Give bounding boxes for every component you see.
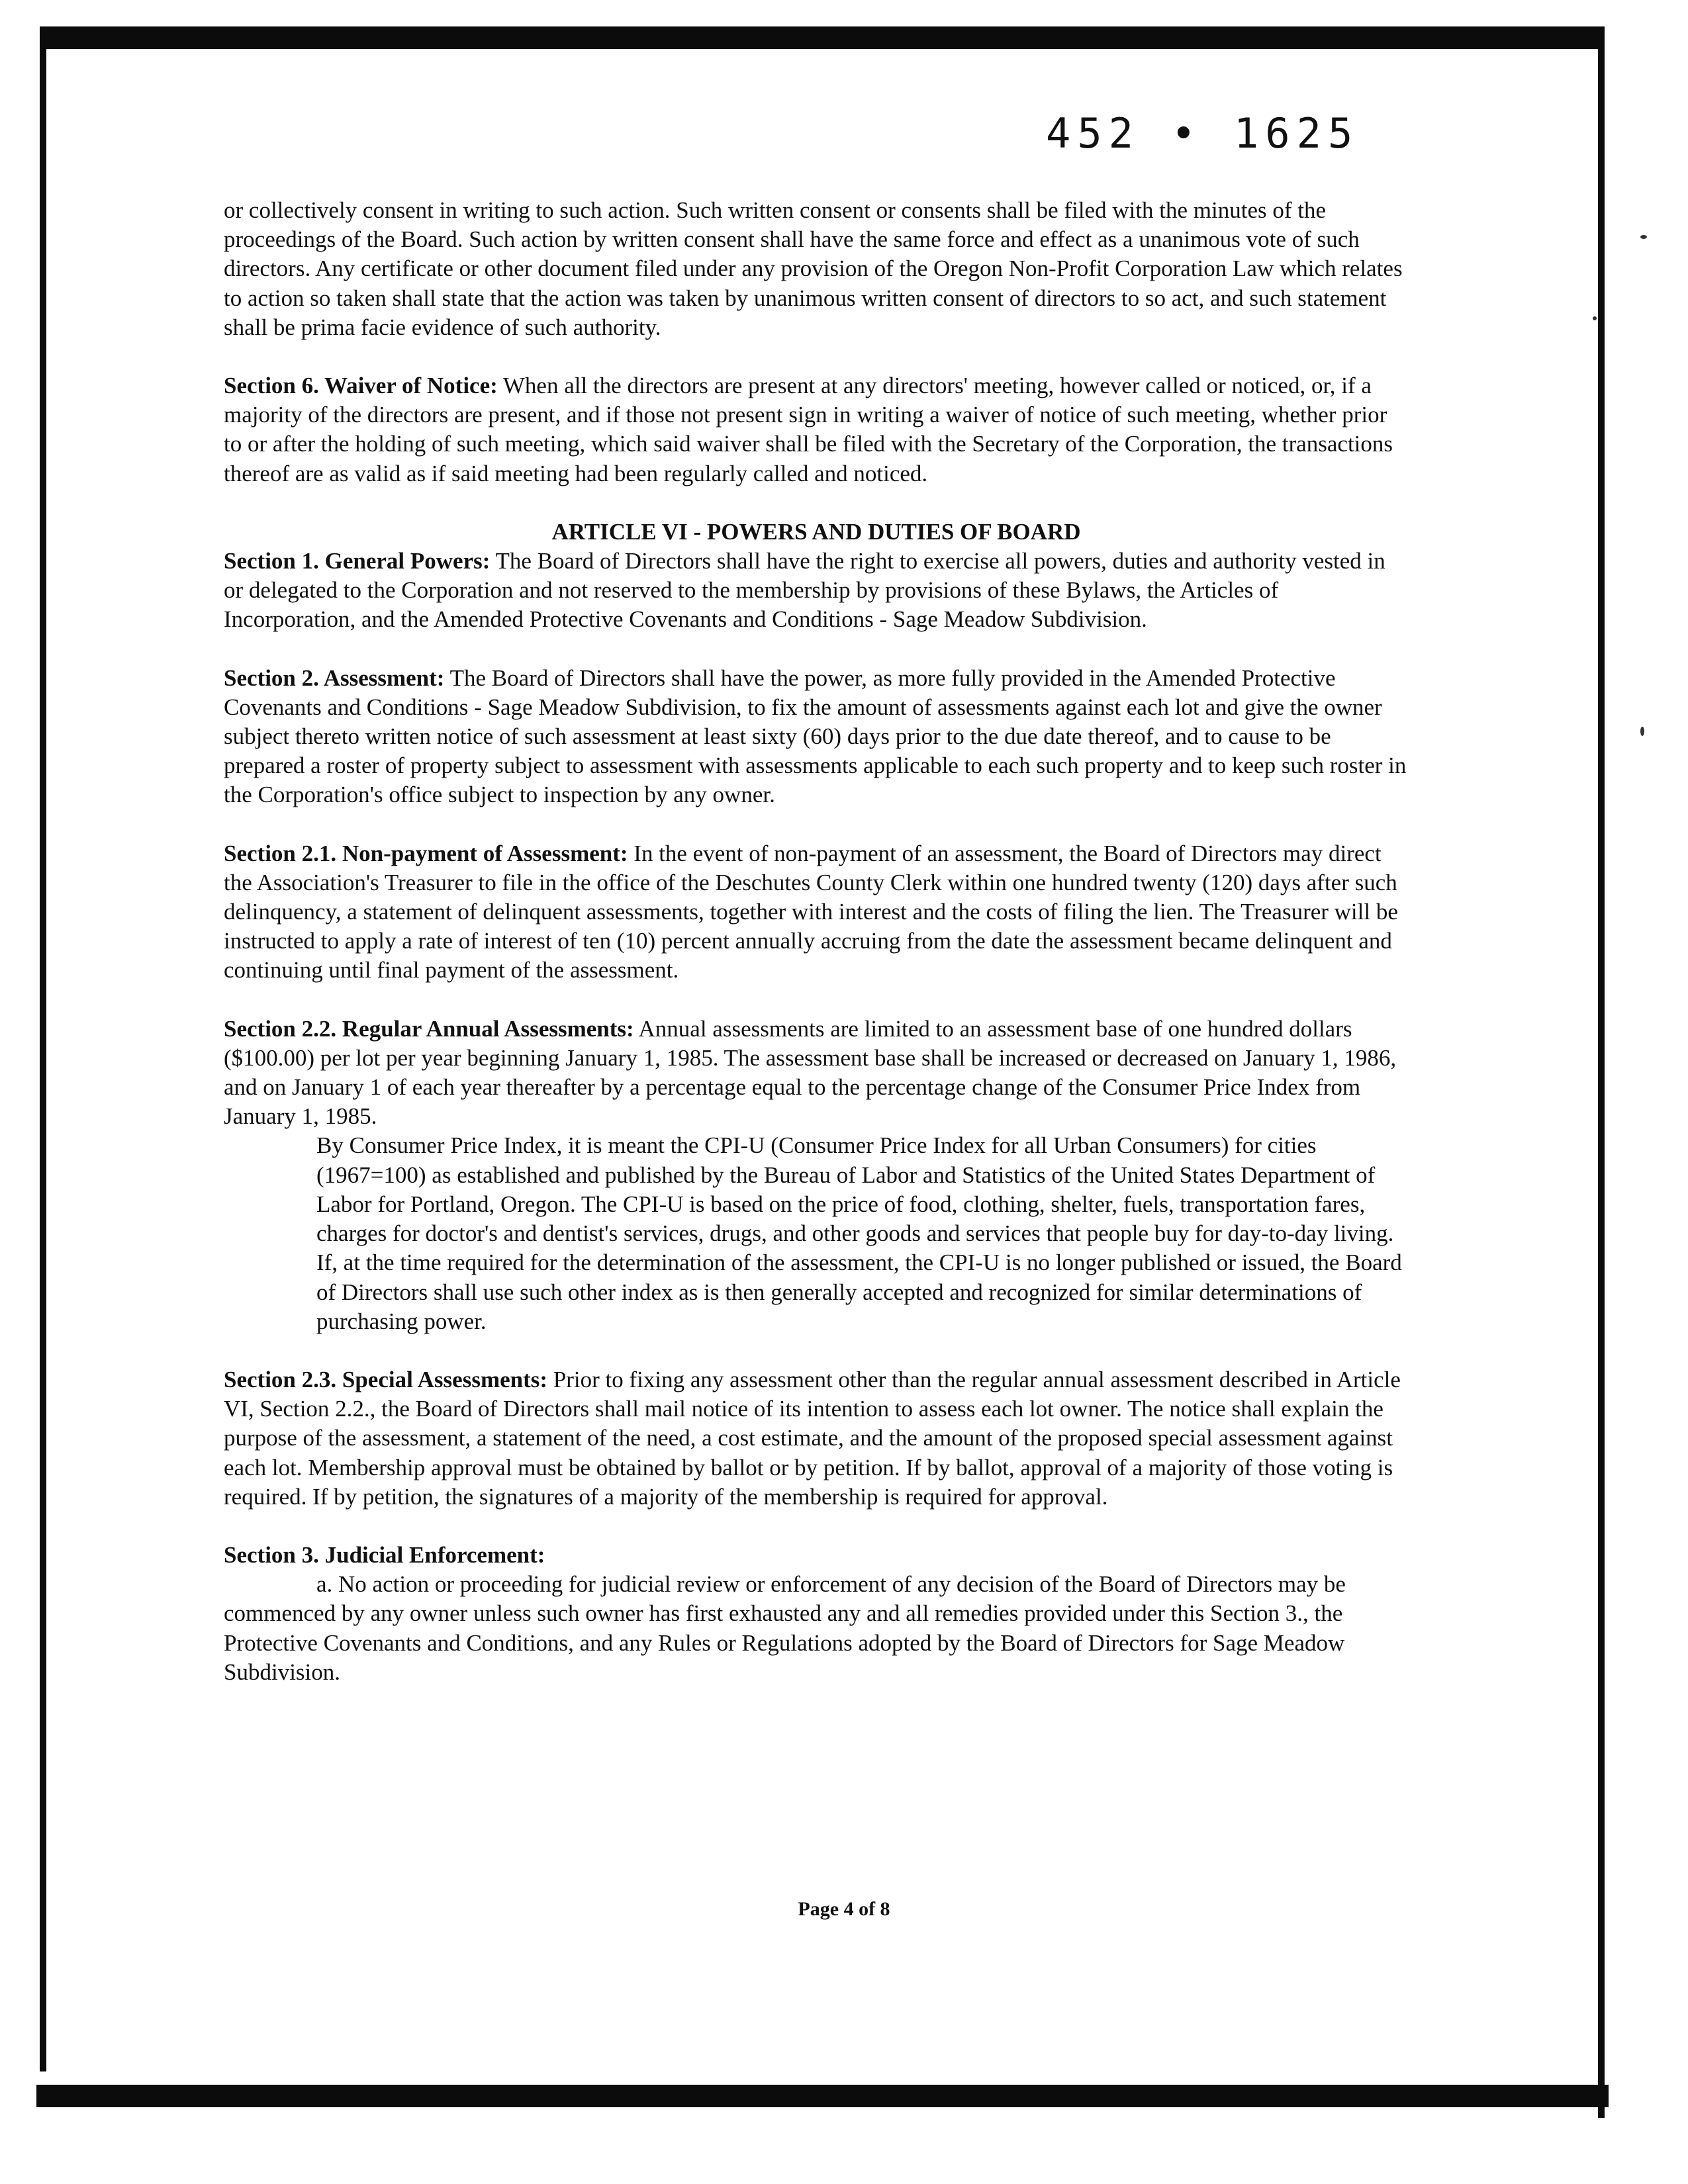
page-footer: Page 4 of 8: [798, 1898, 890, 1920]
scan-border-top: [40, 26, 1602, 49]
section-2: [224, 664, 1409, 810]
scan-speck: [1640, 727, 1644, 736]
scan-border-bottom: [36, 2085, 1609, 2107]
section-1-text: The Board of Directors shall have the right to exercise all powers, duties and authority vested in or delegated to the Corporation and not reserved to the membership by provisions of these Bylaws, the Articles of Incorporation, and the Amended Protective Covenants and Conditions - Sage Meadow Subdivision.: [224, 548, 1385, 633]
section-2-heading: Section 2. Assessment:: [224, 664, 445, 691]
scan-speck: [1593, 316, 1597, 320]
section-3-heading: Section 3. Judicial Enforcement:: [224, 1541, 545, 1568]
section-3-item-a: a. No action or proceeding for judicial review or enforcement of any decision of the Board of Directors may be commenced by any owner unless such owner has first exhausted any and all remedies provided under this Section 3., the Protective Covenants and Conditions, and any Rules or Regulations adopted by the Board of Directors for Sage Meadow Subdivision.: [224, 1571, 1346, 1685]
section-2-3: [224, 1365, 1409, 1512]
section-2-1-heading: Section 2.1. Non-payment of Assessment:: [224, 840, 628, 866]
scan-border-left: [40, 26, 46, 2071]
section-2-2: [224, 1015, 1409, 1132]
section-2-3-heading: Section 2.3. Special Assessments:: [224, 1366, 548, 1392]
article-title: ARTICLE VI - POWERS AND DUTIES OF BOARD: [551, 518, 1081, 545]
scan-border-right: [1598, 26, 1605, 2118]
section-2-1: [224, 839, 1409, 985]
section-2-2-cpi-definition: By Consumer Price Index, it is meant the CPI-U (Consumer Price Index for all Urban Consumers) for cities (1967=100) as established and published by the Bureau of Labor and Statistics of the United States Department of Labor for Portland, Oregon. The CPI-U is based on the price of food, clothing, shelter, fuels, transportation fares, charges for doctor's and dentist's services, drugs, and other goods and services that people buy for day-to-day living. If, at the time required for the determination of the assessment, the CPI-U is no longer published or issued, the Board of Directors shall use such other index as is then generally accepted and recognized for similar determinations of purchasing power.: [316, 1132, 1402, 1334]
section-2-2-heading: Section 2.2. Regular Annual Assessments:: [224, 1015, 634, 1042]
section-6-text: When all the directors are present at any directors' meeting, however called or noticed, or, if a majority of the directors are present, and if those not present sign in writing a waiver of notice of such meeting, whether prior to or after the holding of such meeting, which said waiver shall be filed with the Secretary of the Corporation, the transactions thereof are as valid as if said meeting had been regularly called and noticed.: [224, 373, 1393, 486]
section-3: [224, 1541, 1409, 1570]
document-number: 452 • 1625: [1046, 109, 1360, 158]
section-6: [224, 371, 1409, 488]
section-6-heading: Section 6. Waiver of Notice:: [224, 373, 498, 399]
section-1-heading: Section 1. General Powers:: [224, 548, 491, 574]
document-body: [224, 196, 1409, 1716]
intro-paragraph: or collectively consent in writing to such action. Such written consent or consents shall be filed with the minutes of the proceedings of the Board. Such action by written consent shall have the same force and effect as a unanimous vote of such directors. Any certificate or other document filed under any provision of the Oregon Non-Profit Corporation Law which relates to action so taken shall state that the action was taken by unanimous written consent of directors to so act, and such statement shall be prima facie evidence of such authority.: [224, 197, 1403, 340]
scan-speck: [1640, 235, 1647, 239]
section-2-2-text: Annual assessments are limited to an assessment base of one hundred dollars ($100.00) per lot per year beginning January 1, 1985. The assessment base shall be increased or decreased on January 1, 1986, and on January 1 of each year thereafter by a percentage equal to the percentage change of the Consumer Price Index from January 1, 1985.: [224, 1015, 1397, 1130]
section-2-1-text: In the event of non-payment of an assessment, the Board of Directors may direct the Association's Treasurer to file in the office of the Deschutes County Clerk within one hundred twenty (120) days after such delinquency, a statement of delinquent assessments, together with interest and the costs of filing the lien. The Treasurer will be instructed to apply a rate of interest of ten (10) percent annually accruing from the date the assessment became delinquent and continuing until final payment of the assessment.: [224, 840, 1398, 983]
section-2-3-text: Prior to fixing any assessment other than the regular annual assessment described in Article VI, Section 2.2., the Board of Directors shall mail notice of its intention to assess each lot owner. The notice shall explain the purpose of the assessment, a statement of the need, a cost estimate, and the amount of the proposed special assessment against each lot. Membership approval must be obtained by ballot or by petition. If by ballot, approval of a majority of those voting is required. If by petition, the signatures of a majority of the membership is required for approval.: [224, 1366, 1401, 1510]
section-1: [224, 547, 1409, 635]
section-2-text: The Board of Directors shall have the power, as more fully provided in the Amended Protective Covenants and Conditions - Sage Meadow Subdivision, to fix the amount of assessments against each lot and give the owner subject thereto written notice of such assessment at least sixty (60) days prior to the due date thereof, and to cause to be prepared a roster of property subject to assessment with assessments applicable to each such property and to keep such roster in the Corporation's office subject to inspection by any owner.: [224, 664, 1407, 808]
